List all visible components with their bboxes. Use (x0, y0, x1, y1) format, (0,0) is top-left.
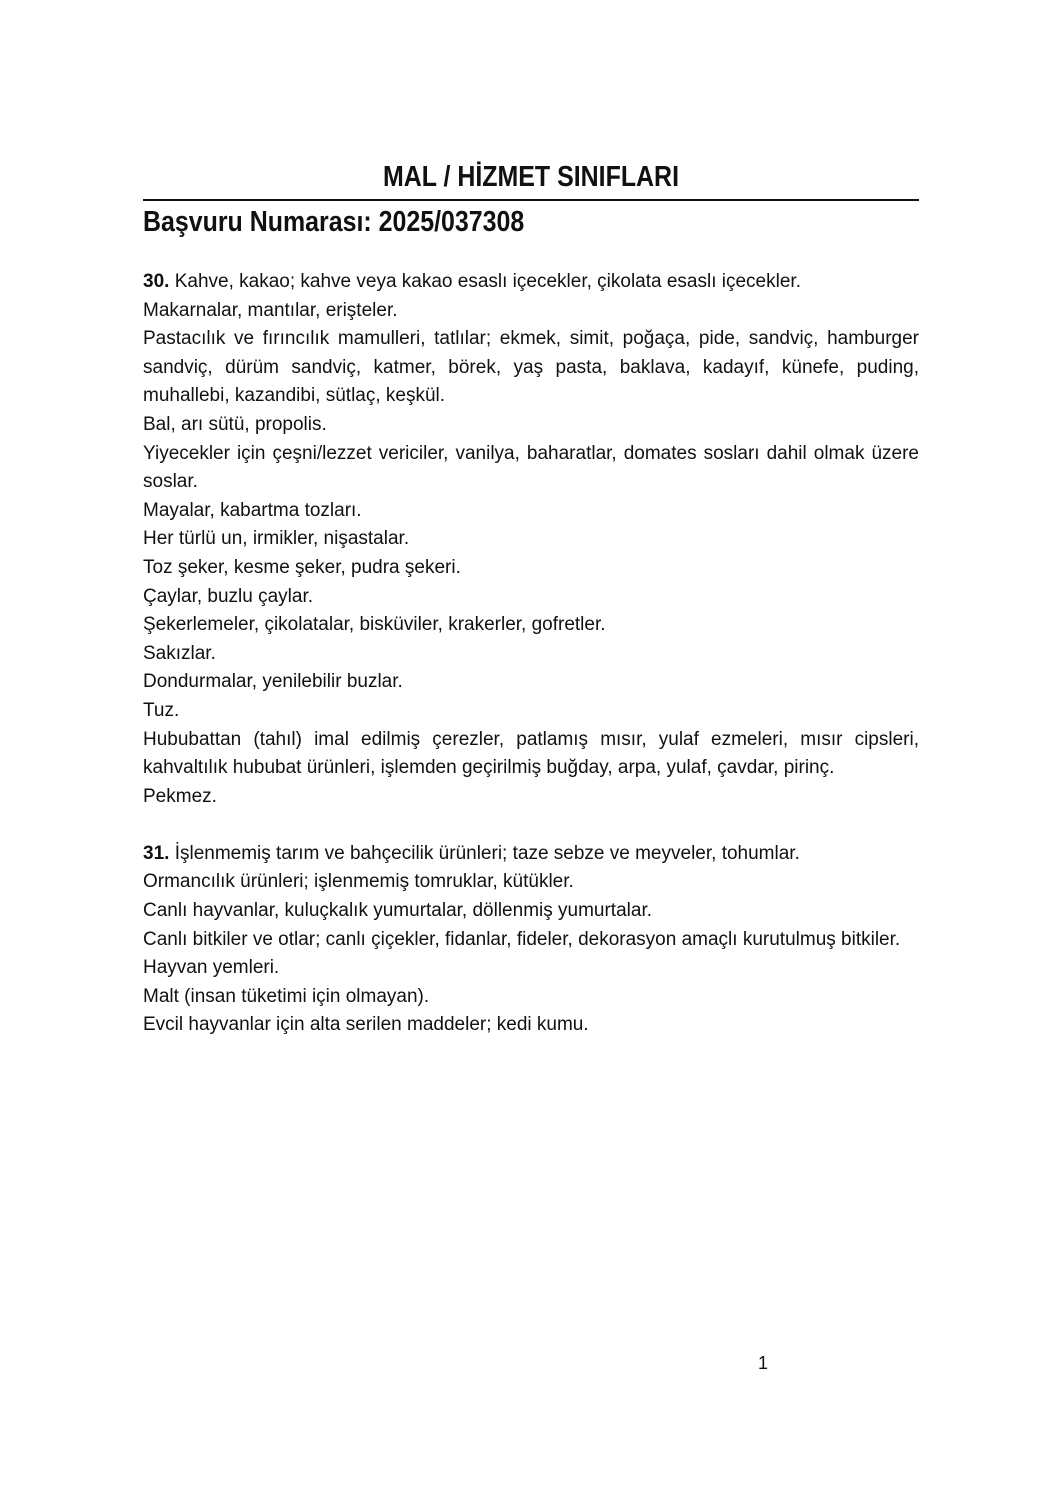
class-line: Bal, arı sütü, propolis. (143, 413, 327, 435)
class-line: Canlı hayvanlar, kuluçkalık yumurtalar, döllenmiş yumurtalar. (143, 900, 653, 922)
class-line: Makarnalar, mantılar, erişteler. (143, 299, 398, 321)
class-line: Ormancılık ürünleri; işlenmemiş tomruklar, kütükler. (143, 871, 574, 893)
class-line: Yiyecekler için çeşni/lezzet vericiler, vanilya, baharatlar, domates sosları dahil olmak üzere soslar. (143, 442, 919, 493)
class-number: 30. (143, 271, 170, 292)
class-line: Evcil hayvanlar için alta serilen maddeler; kedi kumu. (143, 1014, 589, 1036)
class-list (143, 268, 919, 1069)
class-line: Tuz. (143, 699, 180, 721)
class-line: Malt (insan tüketimi için olmayan). (143, 985, 430, 1007)
class-line: Pekmez. (143, 785, 217, 807)
class-line: Hububattan (tahıl) imal edilmiş çerezler, patlamış mısır, yulaf ezmeleri, mısır cipsleri, kahvaltılık hububat ürünleri, işlemden geçirilmiş buğday, arpa, yulaf, çavdar, pirinç. (143, 728, 919, 779)
class-line: Çaylar, buzlu çaylar. (143, 585, 314, 607)
class-line: 31. İşlenmemiş tarım ve bahçecilik ürünleri; taze sebze ve meyveler, tohumlar. (143, 842, 800, 864)
document-page (143, 0, 919, 1500)
class-line: 30. Kahve, kakao; kahve veya kakao esaslı içecekler, çikolata esaslı içecekler. (143, 271, 801, 292)
class-line: Toz şeker, kesme şeker, pudra şekeri. (143, 556, 461, 578)
class-line: Pastacılık ve fırıncılık mamulleri, tatlılar; ekmek, simit, poğaça, pide, sandviç, hamburger sandviç, dürüm sandviç, katmer, börek, yaş pasta, baklava, kadayıf, künefe, puding, muhallebi, kazandibi, sütlaç, keşkül. (143, 328, 919, 407)
page-title: MAL / HİZMET SINIFLARI (382, 161, 680, 193)
class-line: Hayvan yemleri. (143, 957, 280, 979)
page-number: 1 (757, 1353, 768, 1373)
class-section-31 (143, 840, 919, 1040)
class-number: 31. (143, 842, 170, 864)
class-line: Şekerlemeler, çikolatalar, bisküviler, krakerler, gofretler. (143, 614, 606, 636)
class-line: Dondurmalar, yenilebilir buzlar. (143, 671, 403, 693)
application-number: Başvuru Numarası: 2025/037308 (143, 206, 525, 238)
class-line: Canlı bitkiler ve otlar; canlı çiçekler, fidanlar, fideler, dekorasyon amaçlı kurutulmuş bitkiler. (143, 928, 901, 950)
class-line: Her türlü un, irmikler, nişastalar. (143, 528, 410, 550)
class-section-30 (143, 268, 919, 811)
class-line: Mayalar, kabartma tozları. (143, 499, 362, 521)
title-divider (143, 199, 919, 201)
class-line: Sakızlar. (143, 642, 216, 664)
